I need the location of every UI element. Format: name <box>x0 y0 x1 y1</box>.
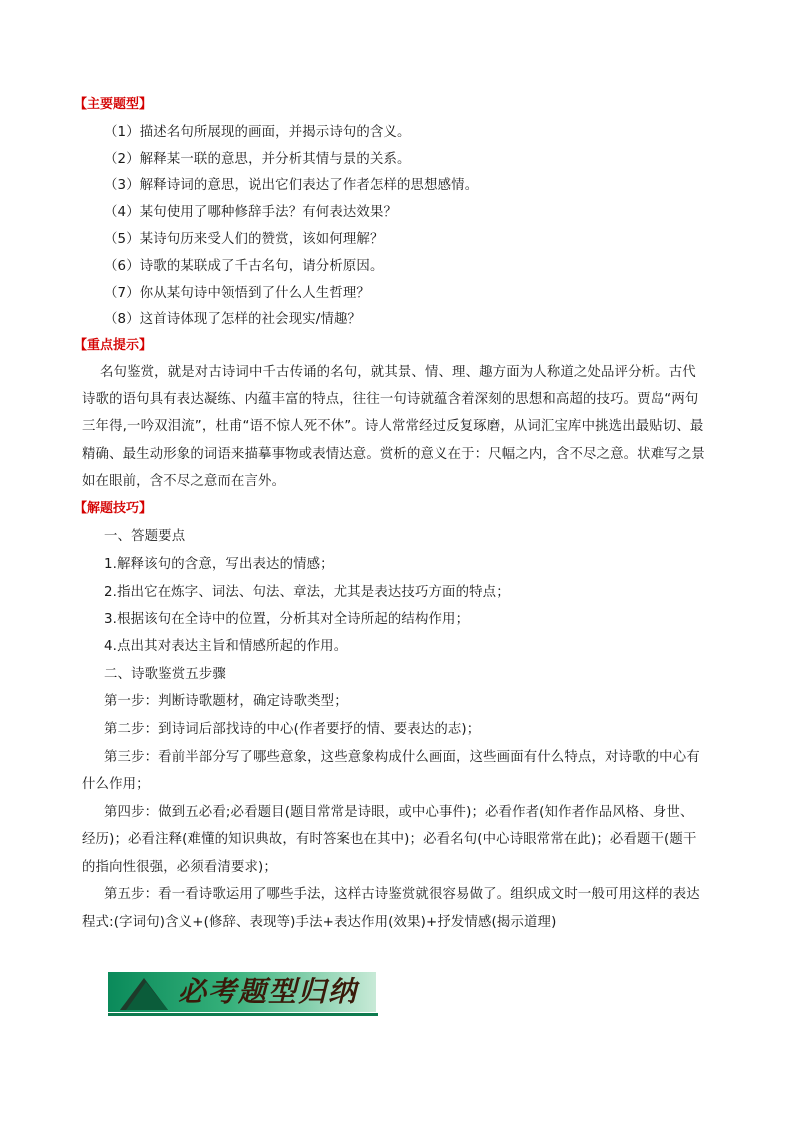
step-line: 第四步：做到五必看;必看题目(题目常常是诗眼，或中心事件)；必看作者(知作者作品风格、身世、 <box>104 805 694 820</box>
section-banner <box>108 972 378 1020</box>
list-item: （1）描述名句所展现的画面，并揭示诗句的含义。 <box>104 125 411 140</box>
banner-title: 必考题型归纳 <box>178 975 359 1008</box>
step-line: 第五步：看一看诗歌运用了哪些手法，这样古诗鉴赏就很容易做了。组织成文时一般可用这样的表达 <box>104 887 700 902</box>
section-heading-key-hints: 【重点提示】 <box>74 338 153 353</box>
subsection-title: 二、诗歌鉴赏五步骤 <box>104 667 226 682</box>
paragraph-line: 名句鉴赏，就是对古诗词中千古传诵的名句，就其景、情、理、趣方面为人称道之处品评分析。古代 <box>100 365 696 380</box>
list-item: （2）解释某一联的意思，并分析其情与景的关系。 <box>104 152 411 167</box>
step-line: 的指向性很强，必须看清要求)； <box>82 860 277 875</box>
step-line: 第一步：判断诗歌题材，确定诗歌类型； <box>104 694 348 709</box>
paragraph-line: 诗歌的语句具有表达凝练、内蕴丰富的特点，往往一句诗就蕴含着深刻的思想和高超的技巧。贾岛“两句 <box>82 392 699 407</box>
banner-triangle-icon <box>116 974 176 1012</box>
list-item: 4.点出其对表达主旨和情感所起的作用。 <box>104 639 348 654</box>
list-item: （7）你从某句诗中领悟到了什么人生哲理？ <box>104 286 370 301</box>
list-item: （8）这首诗体现了怎样的社会现实/情趣？ <box>104 312 362 327</box>
paragraph-line: 三年得,一吟双泪流”，杜甫“语不惊人死不休”。诗人常常经过反复琢磨，从词汇宝库中挑选出最贴切、最 <box>82 419 704 434</box>
list-item: 2.指出它在炼字、词法、句法、章法，尤其是表达技巧方面的特点； <box>104 585 510 600</box>
paragraph-line: 如在眼前，含不尽之意而在言外。 <box>82 474 286 489</box>
step-line: 程式:(字词句)含义+(修辞、表现等)手法+表达作用(效果)+抒发情感(揭示道理) <box>82 915 557 930</box>
list-item: （5）某诗句历来受人们的赞赏，该如何理解？ <box>104 232 384 247</box>
list-item: （4）某句使用了哪种修辞手法？有何表达效果？ <box>104 205 398 220</box>
list-item: 3.根据该句在全诗中的位置，分析其对全诗所起的结构作用； <box>104 612 470 627</box>
list-item: 1.解释该句的含意，写出表达的情感； <box>104 557 334 572</box>
subsection-title: 一、答题要点 <box>104 529 186 544</box>
step-line: 经历)；必看注释(难懂的知识典故，有时答案也在其中)；必看名句(中心诗眼常常在此)；必看题干(题干 <box>82 832 697 847</box>
step-line: 什么作用； <box>82 777 150 792</box>
list-item: （6）诗歌的某联成了千古名句，请分析原因。 <box>104 259 384 274</box>
banner-underline <box>108 1013 378 1016</box>
section-heading-main-question-types: 【主要题型】 <box>74 97 153 112</box>
list-item: （3）解释诗词的意思，说出它们表达了作者怎样的思想感情。 <box>104 178 479 193</box>
step-line: 第二步：到诗词后部找诗的中心(作者要抒的情、要表达的志)； <box>104 722 481 737</box>
step-line: 第三步：看前半部分写了哪些意象，这些意象构成什么画面，这些画面有什么特点，对诗歌的中心有 <box>104 750 700 765</box>
section-heading-solving-tips: 【解题技巧】 <box>74 501 153 516</box>
paragraph-line: 精确、最生动形象的词语来描摹事物或表情达意。赏析的意义在于：尺幅之内，含不尽之意。状难写之景 <box>82 447 705 462</box>
